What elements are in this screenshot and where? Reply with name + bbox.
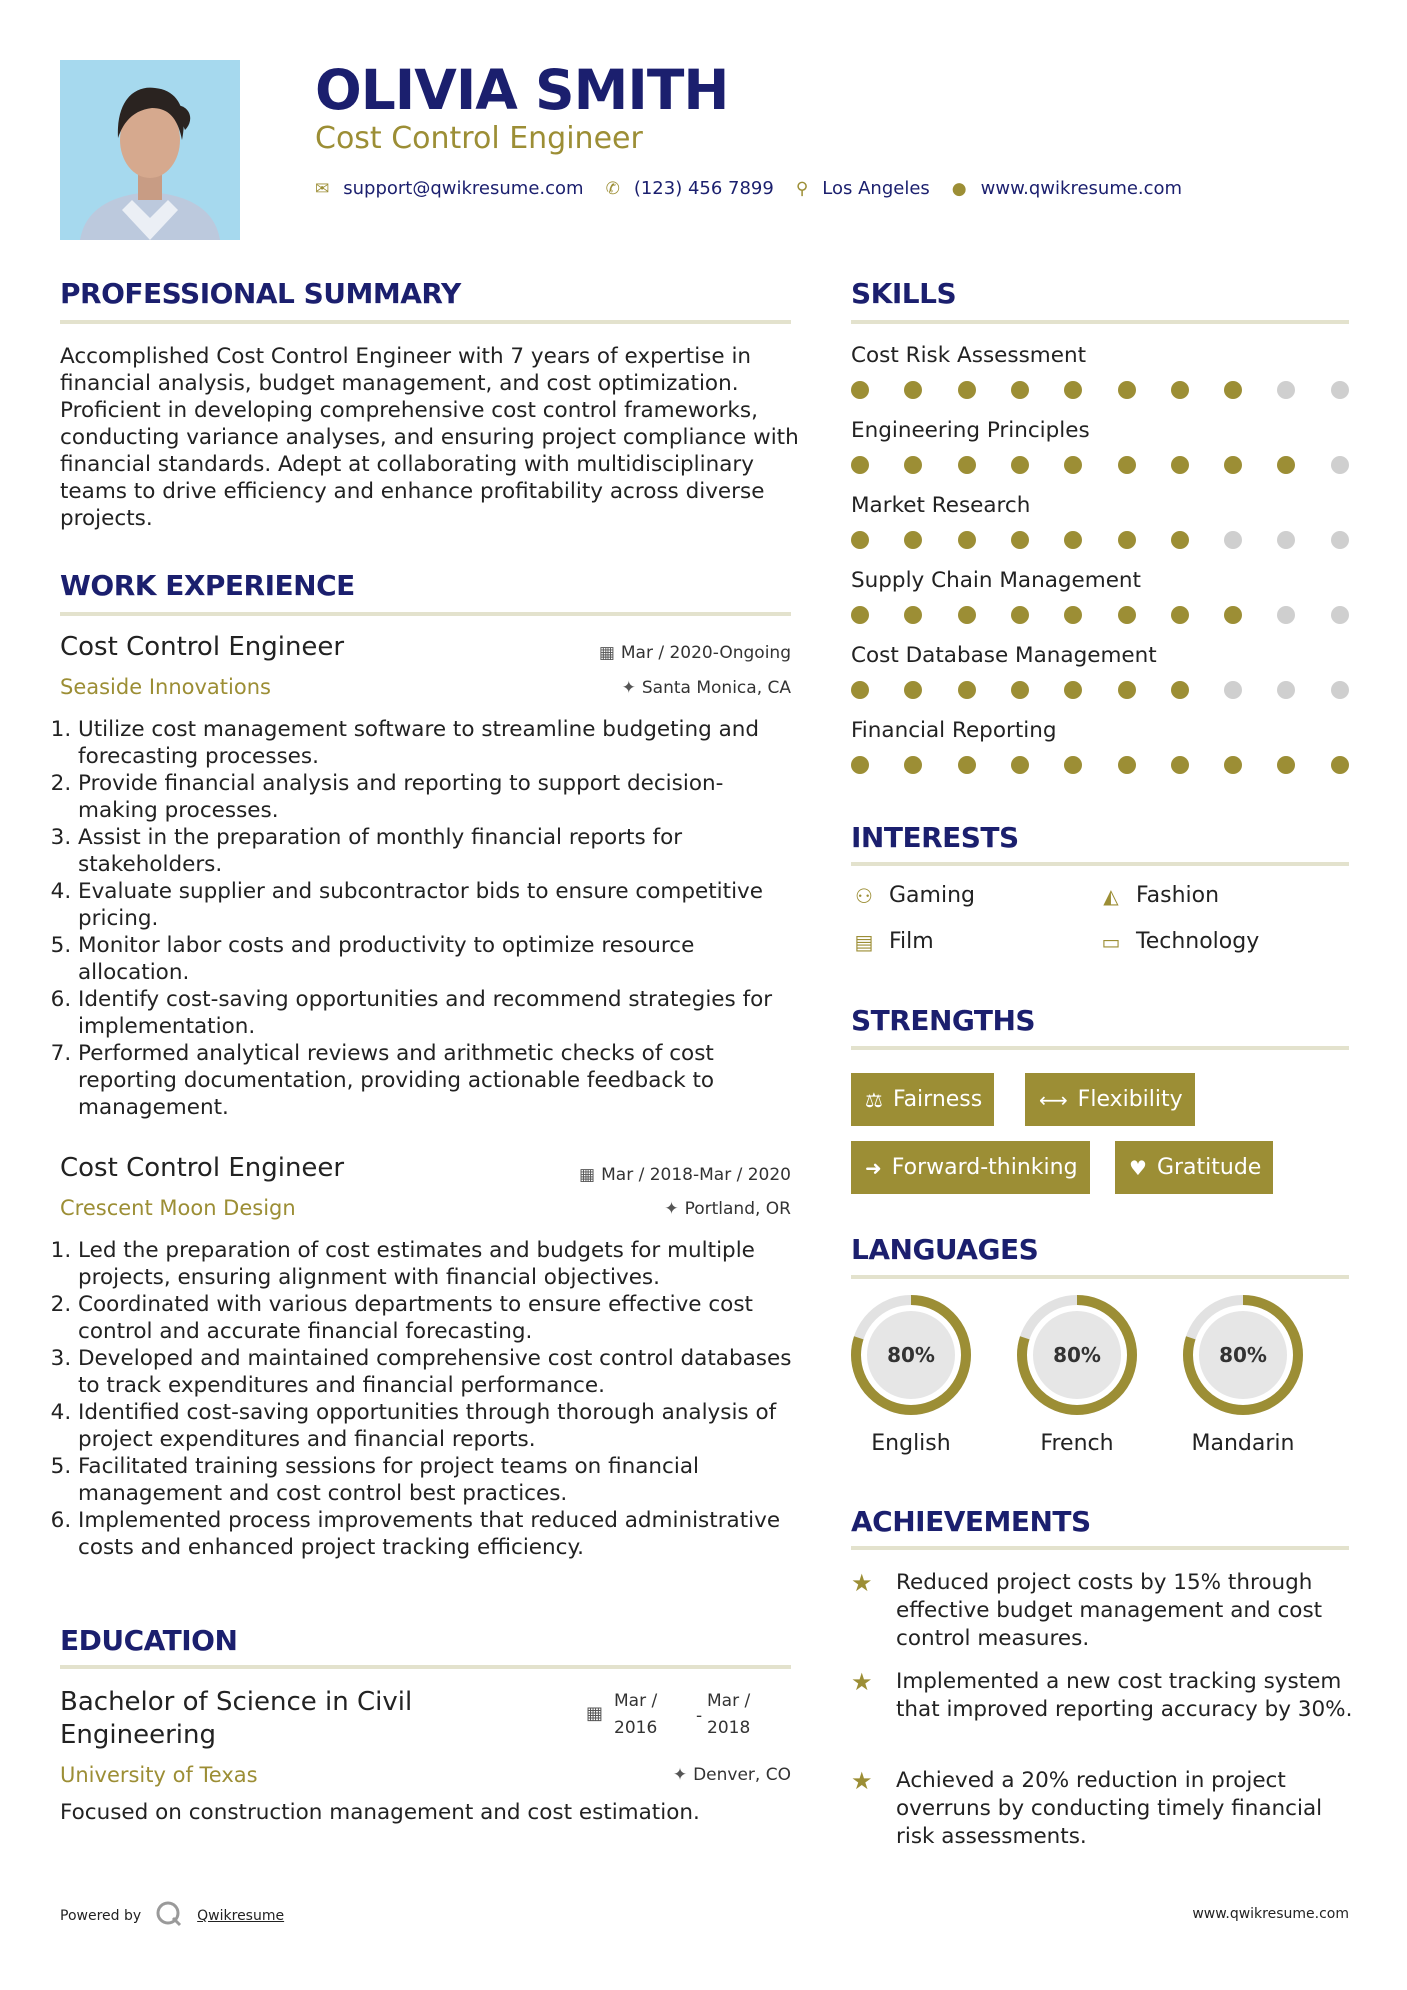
rating-dot-filled — [1118, 681, 1136, 699]
edu-start-month: Mar / — [614, 1691, 658, 1711]
rating-dot-filled — [1224, 606, 1242, 624]
candidate-name: OLIVIA SMITH — [315, 58, 729, 122]
star-icon: ★ — [851, 1668, 873, 1696]
rating-dot-empty — [1331, 456, 1349, 474]
language-percent: 80% — [1053, 1343, 1101, 1367]
skill-rating — [851, 756, 1349, 776]
degree-title: Bachelor of Science in Civil Engineering — [60, 1687, 413, 1750]
achievement-text: Reduced project costs by 15% through effective budget management and cost control measures. — [896, 1570, 1323, 1651]
rating-dot-filled — [851, 381, 869, 399]
strength-label: Flexibility — [1077, 1087, 1183, 1112]
rating-dot-filled — [1277, 756, 1295, 774]
location-text: Los Angeles — [822, 178, 930, 199]
rating-dot-filled — [904, 456, 922, 474]
job-1-location-text: Santa Monica, CA — [641, 678, 791, 698]
skill-name: Market Research — [851, 493, 1031, 518]
list-item: 7. Performed analytical reviews and arithmetic checks of cost reporting documentation, providing actionable feedback to management. — [78, 1040, 800, 1121]
job-2-location-text: Portland, OR — [684, 1199, 791, 1219]
job-1-dates-text: Mar / 2020-Ongoing — [620, 643, 791, 663]
list-item: 2. Provide financial analysis and reporting to support decision-making processes. — [78, 770, 800, 824]
interest-label: Gaming — [889, 883, 975, 908]
rating-dot-filled — [958, 381, 976, 399]
rating-dot-filled — [851, 606, 869, 624]
list-item: 5. Monitor labor costs and productivity to optimize resource allocation. — [78, 932, 800, 986]
rating-dot-filled — [1171, 456, 1189, 474]
interest-gaming — [851, 883, 975, 908]
language-percent: 80% — [887, 1343, 935, 1367]
list-item: 3. Assist in the preparation of monthly financial reports for stakeholders. — [78, 824, 800, 878]
pin-icon: ✦ — [664, 1199, 679, 1219]
qwikresume-logo-icon — [155, 1900, 183, 1932]
rating-dot-empty — [1331, 606, 1349, 624]
edu-end-month: Mar / — [707, 1691, 751, 1711]
skills-divider — [851, 320, 1349, 324]
experience-divider — [60, 612, 791, 616]
job-1-dates — [599, 643, 791, 663]
rating-dot-filled — [904, 381, 922, 399]
rating-dot-filled — [1011, 381, 1029, 399]
job-2-company: Crescent Moon Design — [60, 1196, 296, 1220]
education-heading: EDUCATION — [60, 1624, 238, 1657]
job-1-duties — [60, 716, 800, 1121]
skill-rating — [851, 381, 1349, 401]
footer-site[interactable]: www.qwikresume.com — [1192, 1906, 1349, 1922]
rating-dot-filled — [1011, 756, 1029, 774]
skill-name: Cost Database Management — [851, 643, 1157, 668]
strengths-heading: STRENGTHS — [851, 1004, 1036, 1037]
heart-icon: ♥ — [1129, 1155, 1147, 1180]
gamepad-icon: ⚇ — [855, 883, 873, 908]
language-gauge — [1015, 1293, 1139, 1417]
rating-dot-empty — [1224, 681, 1242, 699]
strength-flexibility — [1025, 1073, 1195, 1126]
education-divider — [60, 1665, 791, 1669]
powered-by-text: Powered by — [60, 1908, 142, 1924]
rating-dot-filled — [1224, 381, 1242, 399]
email-text: support@qwikresume.com — [343, 178, 584, 199]
skill-name: Engineering Principles — [851, 418, 1090, 443]
rating-dot-empty — [1331, 681, 1349, 699]
calendar-icon: ▦ — [579, 1165, 596, 1185]
rating-dot-filled — [1011, 531, 1029, 549]
arrows-horizontal-icon: ⟷ — [1039, 1087, 1068, 1112]
rating-dot-empty — [1277, 531, 1295, 549]
rating-dot-filled — [1011, 606, 1029, 624]
footer-powered-by — [60, 1900, 284, 1932]
edu-description: Focused on construction management and cost estimation. — [60, 1800, 700, 1825]
rating-dot-filled — [904, 681, 922, 699]
rating-dot-filled — [1064, 681, 1082, 699]
date-separator: - — [696, 1706, 703, 1726]
skill-rating — [851, 681, 1349, 701]
skill-name: Supply Chain Management — [851, 568, 1141, 593]
rating-dot-filled — [851, 456, 869, 474]
interest-label: Technology — [1136, 929, 1260, 954]
film-icon: ▤ — [854, 929, 874, 954]
list-item: 4. Evaluate supplier and subcontractor bids to ensure competitive pricing. — [78, 878, 800, 932]
rating-dot-empty — [1331, 381, 1349, 399]
rating-dot-filled — [958, 531, 976, 549]
star-icon: ★ — [851, 1767, 873, 1795]
rating-dot-filled — [1171, 756, 1189, 774]
interest-label: Film — [889, 929, 934, 954]
star-icon: ★ — [851, 1569, 873, 1597]
contact-email[interactable] — [315, 178, 584, 199]
interest-label: Fashion — [1136, 883, 1220, 908]
rating-dot-empty — [1224, 531, 1242, 549]
job-2-dates-text: Mar / 2018-Mar / 2020 — [601, 1165, 791, 1185]
strength-gratitude — [1115, 1141, 1273, 1194]
rating-dot-filled — [1224, 756, 1242, 774]
rating-dot-filled — [1064, 381, 1082, 399]
skill-rating — [851, 456, 1349, 476]
rating-dot-filled — [1118, 531, 1136, 549]
interest-fashion — [1098, 883, 1219, 908]
pin-icon: ✦ — [621, 678, 636, 698]
summary-heading: PROFESSIONAL SUMMARY — [60, 277, 461, 310]
languages-divider — [851, 1275, 1349, 1279]
language-name: English — [871, 1431, 951, 1456]
rating-dot-filled — [1171, 531, 1189, 549]
strength-label: Gratitude — [1156, 1155, 1262, 1180]
skill-name: Cost Risk Assessment — [851, 343, 1086, 368]
laptop-icon: ▭ — [1101, 929, 1121, 954]
strength-forward-thinking — [851, 1141, 1090, 1194]
rating-dot-filled — [1011, 681, 1029, 699]
profile-photo — [60, 60, 240, 240]
edu-end-date — [707, 1688, 750, 1742]
experience-heading: WORK EXPERIENCE — [60, 569, 355, 602]
language-gauge — [849, 1293, 973, 1417]
website-text: www.qwikresume.com — [980, 178, 1183, 199]
rating-dot-filled — [904, 606, 922, 624]
skill-name: Financial Reporting — [851, 718, 1057, 743]
rating-dot-filled — [1118, 756, 1136, 774]
achievements-divider — [851, 1546, 1349, 1550]
balance-scale-icon: ⚖ — [865, 1087, 883, 1112]
strengths-divider — [851, 1046, 1349, 1050]
rating-dot-empty — [1277, 606, 1295, 624]
rating-dot-filled — [1118, 456, 1136, 474]
rating-dot-filled — [904, 756, 922, 774]
contact-location — [796, 178, 930, 199]
language-name: Mandarin — [1191, 1431, 1295, 1456]
rating-dot-filled — [904, 531, 922, 549]
brand-link[interactable]: Qwikresume — [197, 1908, 285, 1924]
skill-rating — [851, 606, 1349, 626]
rating-dot-filled — [1171, 381, 1189, 399]
globe-icon: ● — [951, 178, 967, 199]
job-2-title: Cost Control Engineer — [60, 1153, 345, 1183]
achievement-2 — [851, 1668, 1361, 1724]
language-gauge — [1181, 1293, 1305, 1417]
rating-dot-filled — [958, 606, 976, 624]
achievement-1 — [851, 1569, 1361, 1653]
rating-dot-filled — [851, 756, 869, 774]
envelope-icon: ✉ — [315, 178, 330, 199]
job-2-duties — [60, 1237, 800, 1561]
rating-dot-filled — [958, 756, 976, 774]
achievements-heading: ACHIEVEMENTS — [851, 1505, 1091, 1538]
list-item: 1. Utilize cost management software to streamline budgeting and forecasting processes. — [78, 716, 800, 770]
edu-start-year: 2016 — [614, 1718, 658, 1738]
list-item: 1. Led the preparation of cost estimates and budgets for multiple projects, ensuring alignment with financial objectives. — [78, 1237, 800, 1291]
strength-label: Fairness — [892, 1087, 983, 1112]
rating-dot-filled — [1118, 381, 1136, 399]
rating-dot-filled — [1064, 606, 1082, 624]
phone-icon: ✆ — [605, 178, 620, 199]
map-marker-icon: ⚲ — [795, 178, 809, 199]
achievement-text: Achieved a 20% reduction in project overruns by conducting timely financial risk assessments. — [896, 1768, 1323, 1849]
language-ring — [1015, 1293, 1139, 1417]
arrow-right-icon: ➜ — [865, 1155, 882, 1180]
contact-website[interactable] — [952, 178, 1182, 199]
strength-fairness — [851, 1073, 994, 1126]
language-ring — [849, 1293, 973, 1417]
rating-dot-filled — [1331, 756, 1349, 774]
list-item: 4. Identified cost-saving opportunities through thorough analysis of project expenditures and financial reports. — [78, 1399, 800, 1453]
school-name: University of Texas — [60, 1763, 258, 1787]
job-2-location — [664, 1199, 791, 1219]
achievement-text: Implemented a new cost tracking system that improved reporting accuracy by 30%. — [896, 1669, 1353, 1722]
rating-dot-filled — [1064, 456, 1082, 474]
language-percent: 80% — [1219, 1343, 1267, 1367]
skill-rating — [851, 531, 1349, 551]
rating-dot-empty — [1277, 681, 1295, 699]
rating-dot-filled — [1171, 606, 1189, 624]
job-1-location — [622, 678, 791, 698]
job-1-company: Seaside Innovations — [60, 675, 271, 699]
rating-dot-filled — [1224, 456, 1242, 474]
rating-dot-filled — [851, 531, 869, 549]
calendar-icon: ▦ — [598, 643, 615, 663]
list-item: 6. Identify cost-saving opportunities and recommend strategies for implementation. — [78, 986, 800, 1040]
pin-icon: ✦ — [672, 1765, 688, 1785]
interest-film — [851, 929, 934, 954]
language-name: French — [1040, 1431, 1114, 1456]
rating-dot-empty — [1331, 531, 1349, 549]
list-item: 3. Developed and maintained comprehensive cost control databases to track expenditures and financial performance. — [78, 1345, 800, 1399]
rating-dot-filled — [1277, 456, 1295, 474]
edu-end-year: 2018 — [707, 1718, 751, 1738]
strength-label: Forward-thinking — [891, 1155, 1078, 1180]
list-item: 2. Coordinated with various departments to ensure effective cost control and accurate financial forecasting. — [78, 1291, 800, 1345]
summary-divider — [60, 320, 791, 324]
achievement-3 — [851, 1767, 1361, 1851]
edu-location-text: Denver, CO — [693, 1765, 791, 1785]
language-ring — [1181, 1293, 1305, 1417]
edu-start-date — [614, 1688, 657, 1742]
rating-dot-filled — [958, 456, 976, 474]
calendar-icon: ▦ — [586, 1703, 604, 1724]
edu-location — [673, 1765, 791, 1785]
interests-divider — [851, 862, 1349, 866]
rating-dot-filled — [851, 681, 869, 699]
contact-phone[interactable] — [606, 178, 774, 199]
job-1-title: Cost Control Engineer — [60, 632, 345, 662]
languages-heading: LANGUAGES — [851, 1233, 1039, 1266]
phone-text: (123) 456 7899 — [633, 178, 774, 199]
interests-heading: INTERESTS — [851, 821, 1019, 854]
rating-dot-filled — [1064, 531, 1082, 549]
shopping-bag-icon: ◭ — [1103, 883, 1119, 908]
job-2-dates — [579, 1165, 791, 1185]
rating-dot-filled — [1118, 606, 1136, 624]
list-item: 5. Facilitated training sessions for project teams on financial management and cost control best practices. — [78, 1453, 800, 1507]
rating-dot-filled — [1011, 456, 1029, 474]
rating-dot-filled — [1064, 756, 1082, 774]
rating-dot-filled — [958, 681, 976, 699]
contact-bar — [315, 178, 1204, 199]
summary-text: Accomplished Cost Control Engineer with 7 years of expertise in financial analysis, budget management, and cost optimization. Proficient in developing comprehensive cost control frameworks, conducting variance analyses, and ensuring project compliance with financial standards. Adept at collaborating with multidisciplinary teams to drive efficiency and enhance profitability across diverse projects. — [60, 344, 799, 531]
list-item: 6. Implemented process improvements that reduced administrative costs and enhanced project tracking efficiency. — [78, 1507, 800, 1561]
skills-heading: SKILLS — [851, 277, 957, 310]
rating-dot-filled — [1171, 681, 1189, 699]
interest-technology — [1098, 929, 1259, 954]
rating-dot-empty — [1277, 381, 1295, 399]
candidate-title: Cost Control Engineer — [315, 121, 643, 156]
